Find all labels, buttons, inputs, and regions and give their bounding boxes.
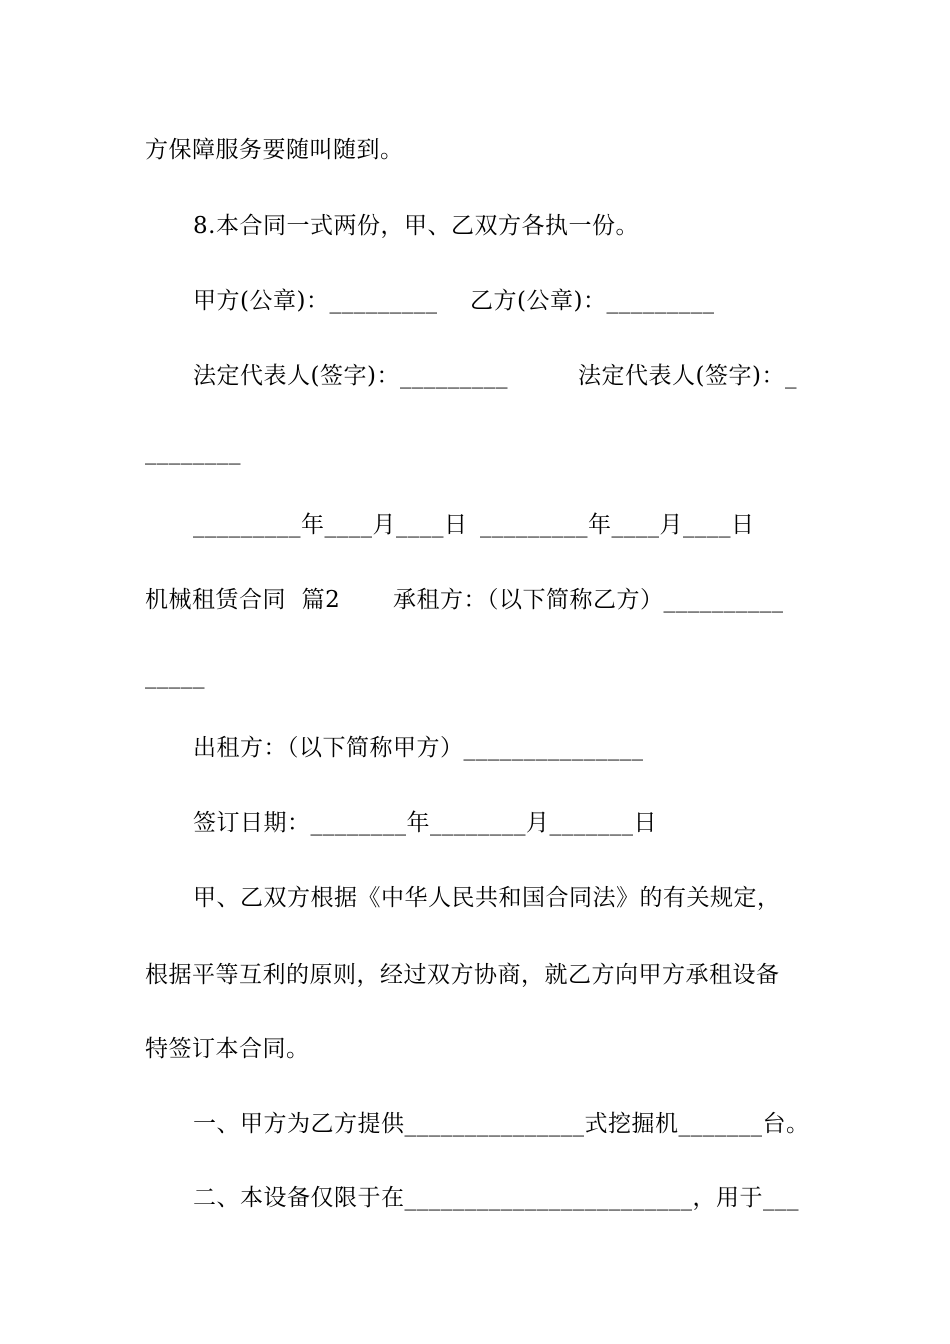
text-line xyxy=(0,432,950,472)
party-a-representative: 法定代表人(签字)：_________ xyxy=(193,363,508,389)
text-line xyxy=(0,1104,950,1144)
clause-2: 二、本设备仅限于在________________________，用于___ xyxy=(193,1185,799,1211)
signing-date-field: 签订日期：________年________月_______日 xyxy=(193,810,657,836)
party-b-date: _________年____月____日 xyxy=(480,512,755,538)
text-line xyxy=(0,656,950,696)
seal-line xyxy=(0,281,950,321)
text-line xyxy=(0,130,950,170)
text-line xyxy=(0,728,950,768)
paragraph-continuation: 方保障服务要随叫随到。 xyxy=(145,137,404,163)
section-heading-line xyxy=(0,580,950,620)
preamble-line-3: 特签订本合同。 xyxy=(145,1036,310,1062)
text-line xyxy=(0,1178,950,1218)
preamble-line-2: 根据平等互利的原则，经过双方协商，就乙方向甲方承租设备 xyxy=(145,962,780,988)
contract-title: 机械租赁合同 篇2 xyxy=(145,587,341,613)
date-line xyxy=(0,505,950,545)
party-a-seal: 甲方(公章)：_________ xyxy=(193,288,438,314)
party-b-representative: 法定代表人(签字)：_ xyxy=(578,363,797,389)
signature-blank-continuation: ________ xyxy=(145,439,241,465)
text-line xyxy=(0,1029,950,1069)
clause-1: 一、甲方为乙方提供_______________式挖掘机_______台。 xyxy=(193,1111,810,1137)
preamble-line-1: 甲、乙双方根据《中华人民共和国合同法》的有关规定， xyxy=(193,885,781,911)
lessee-field: 承租方：（以下简称乙方）__________ xyxy=(393,587,784,613)
clause-8: 8.本合同一式两份，甲、乙双方各执一份。 xyxy=(193,213,639,239)
text-line xyxy=(0,206,950,246)
party-b-seal: 乙方(公章)：_________ xyxy=(470,288,715,314)
lessee-blank-continuation: _____ xyxy=(145,663,205,689)
text-line xyxy=(0,955,950,995)
lessor-field: 出租方：（以下简称甲方）_______________ xyxy=(193,735,644,761)
text-line xyxy=(0,878,950,918)
signature-line xyxy=(0,356,950,396)
text-line xyxy=(0,803,950,843)
party-a-date: _________年____月____日 xyxy=(193,512,468,538)
